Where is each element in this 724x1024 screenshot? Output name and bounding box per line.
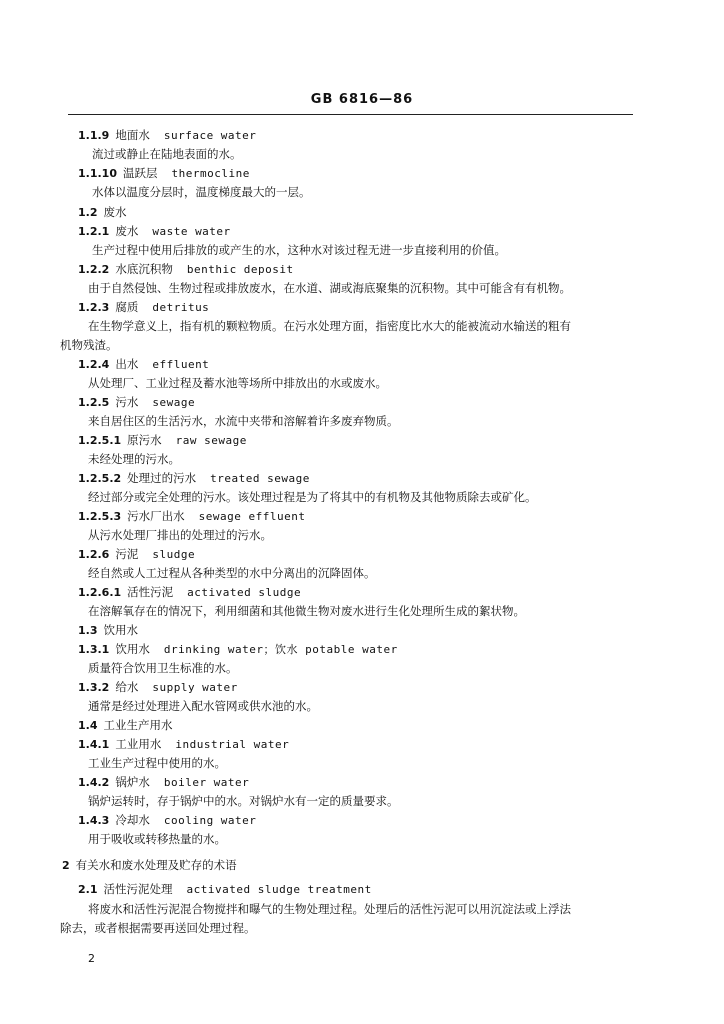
- term-heading: [78, 585, 301, 600]
- definition-text: 从污水处理厂排出的处理过的污水。: [88, 528, 272, 542]
- definition-text: 机物残渣。: [60, 338, 118, 352]
- term-heading: [78, 718, 173, 733]
- page-number: 2: [88, 952, 95, 965]
- term-english: effluent: [152, 358, 210, 371]
- term-number: 1.4.3: [78, 814, 110, 827]
- term-heading: [78, 205, 127, 220]
- definition-text: 通常是经过处理进入配水管网或供水池的水。: [88, 699, 318, 713]
- definition-text: 经自然或人工过程从各种类型的水中分离出的沉降固体。: [88, 566, 376, 580]
- term-english: benthic deposit: [186, 263, 294, 276]
- term-heading: [78, 166, 250, 181]
- definition-text: 流过或静止在陆地表面的水。: [92, 147, 242, 161]
- definition-text: 从处理厂、工业过程及蓄水池等场所中排放出的水或废水。: [88, 376, 387, 390]
- term-heading: [78, 642, 398, 657]
- term-english: thermocline: [171, 167, 250, 180]
- term-chinese: 给水: [115, 680, 139, 694]
- term-heading: [78, 882, 372, 897]
- term-chinese: 饮用水: [115, 642, 150, 656]
- definition-text: 除去，或者根据需要再送回处理过程。: [60, 921, 256, 935]
- term-number: 1.3: [78, 624, 98, 637]
- term-number: 1.2.4: [78, 358, 110, 371]
- term-number: 1.2.5.3: [78, 510, 122, 523]
- term-english: supply water: [152, 681, 238, 694]
- term-heading: [78, 357, 209, 372]
- term-english: sludge: [152, 548, 196, 561]
- term-english: raw sewage: [175, 434, 247, 447]
- term-number: 1.2.3: [78, 301, 110, 314]
- term-heading: [78, 623, 138, 638]
- term-english: waste water: [152, 225, 231, 238]
- term-heading: [78, 433, 247, 448]
- term-number: 1.2.6.1: [78, 586, 122, 599]
- definition-text: 水体以温度分层时，温度梯度最大的一层。: [92, 185, 311, 199]
- term-heading: [78, 300, 209, 315]
- term-chinese: 活性污泥处理: [103, 882, 173, 896]
- term-number: 1.4.2: [78, 776, 110, 789]
- term-english: activated sludge treatment: [186, 883, 372, 896]
- term-english: industrial water: [175, 738, 290, 751]
- term-chinese: 有关水和废水处理及贮存的术语: [75, 858, 237, 872]
- term-english: boiler water: [163, 776, 250, 789]
- term-chinese: 温跃层: [122, 166, 158, 180]
- term-number: 1.1.9: [78, 129, 110, 142]
- term-number: 1.2.2: [78, 263, 110, 276]
- term-number: 1.2.6: [78, 548, 110, 561]
- definition-text: 质量符合饮用卫生标准的水。: [88, 661, 238, 675]
- term-heading: [78, 395, 195, 410]
- header-rule: [68, 114, 633, 115]
- term-english: activated sludge: [187, 586, 302, 599]
- term-number: 1.2: [78, 206, 98, 219]
- term-heading: [78, 262, 294, 277]
- term-english: cooling water: [163, 814, 257, 827]
- term-number: 1.4.1: [78, 738, 110, 751]
- definition-text: 由于自然侵蚀、生物过程或排放废水，在水道、湖或海底聚集的沉积物。其中可能含有有机物。: [88, 281, 571, 295]
- term-heading: [78, 509, 306, 524]
- term-heading: [62, 858, 237, 873]
- definition-text: 在溶解氧存在的情况下，利用细菌和其他微生物对废水进行生化处理所生成的絮状物。: [88, 604, 525, 618]
- term-number: 1.2.5.1: [78, 434, 122, 447]
- term-chinese: 工业生产用水: [103, 718, 173, 732]
- term-chinese: 腐质: [115, 300, 139, 314]
- term-chinese: 污泥: [115, 547, 139, 561]
- term-number: 2.1: [78, 883, 98, 896]
- term-chinese: 地面水: [115, 128, 150, 142]
- term-number: 1.3.1: [78, 643, 110, 656]
- term-chinese: 处理过的污水: [127, 471, 197, 485]
- term-english: sewage effluent: [198, 510, 306, 523]
- term-number: 1.2.5: [78, 396, 110, 409]
- term-heading: [78, 224, 231, 239]
- term-chinese: 水底沉积物: [115, 262, 173, 276]
- term-chinese: 冷却水: [115, 813, 150, 827]
- term-heading: [78, 775, 249, 790]
- term-chinese: 污水: [115, 395, 139, 409]
- definition-text: 来自居住区的生活污水，水流中夹带和溶解着许多废弃物质。: [88, 414, 399, 428]
- term-number: 1.4: [78, 719, 98, 732]
- term-english: surface water: [163, 129, 257, 142]
- definition-text: 未经处理的污水。: [88, 452, 180, 466]
- term-chinese: 活性污泥: [127, 585, 174, 599]
- term-chinese: 工业用水: [115, 737, 162, 751]
- term-heading: [78, 680, 238, 695]
- term-number: 1.1.10: [78, 167, 117, 180]
- definition-text: 锅炉运转时，存于锅炉中的水。对锅炉水有一定的质量要求。: [88, 794, 399, 808]
- term-chinese: 饮用水: [103, 623, 138, 637]
- term-heading: [78, 471, 310, 486]
- definition-text: 生产过程中使用后排放的或产生的水，这种水对该过程无进一步直接利用的价值。: [92, 243, 506, 257]
- term-heading: [78, 547, 195, 562]
- term-chinese: 原污水: [127, 433, 162, 447]
- term-english: sewage: [152, 396, 196, 409]
- term-number: 1.3.2: [78, 681, 110, 694]
- term-heading: [78, 128, 256, 143]
- term-chinese: 污水厂出水: [127, 509, 185, 523]
- term-heading: [78, 813, 256, 828]
- term-number: 1.2.1: [78, 225, 110, 238]
- term-english: drinking water；饮水 potable water: [163, 643, 398, 656]
- definition-text: 经过部分或完全处理的污水。该处理过程是为了将其中的有机物及其他物质除去或矿化。: [88, 490, 537, 504]
- term-chinese: 废水: [115, 224, 139, 238]
- term-number: 2: [62, 859, 70, 872]
- term-english: detritus: [152, 301, 210, 314]
- standard-code-header: GB 6816—86: [310, 92, 414, 107]
- term-chinese: 废水: [103, 205, 127, 219]
- term-heading: [78, 737, 289, 752]
- term-chinese: 锅炉水: [115, 775, 150, 789]
- definition-text: 将废水和活性污泥混合物搅拌和曝气的生物处理过程。处理后的活性污泥可以用沉淀法或上浮法: [88, 902, 571, 916]
- term-number: 1.2.5.2: [78, 472, 122, 485]
- term-english: treated sewage: [210, 472, 310, 485]
- definition-text: 工业生产过程中使用的水。: [88, 756, 226, 770]
- definition-text: 用于吸收或转移热量的水。: [88, 832, 226, 846]
- definition-text: 在生物学意义上，指有机的颗粒物质。在污水处理方面，指密度比水大的能被流动水输送的粗有: [88, 319, 571, 333]
- term-chinese: 出水: [115, 357, 139, 371]
